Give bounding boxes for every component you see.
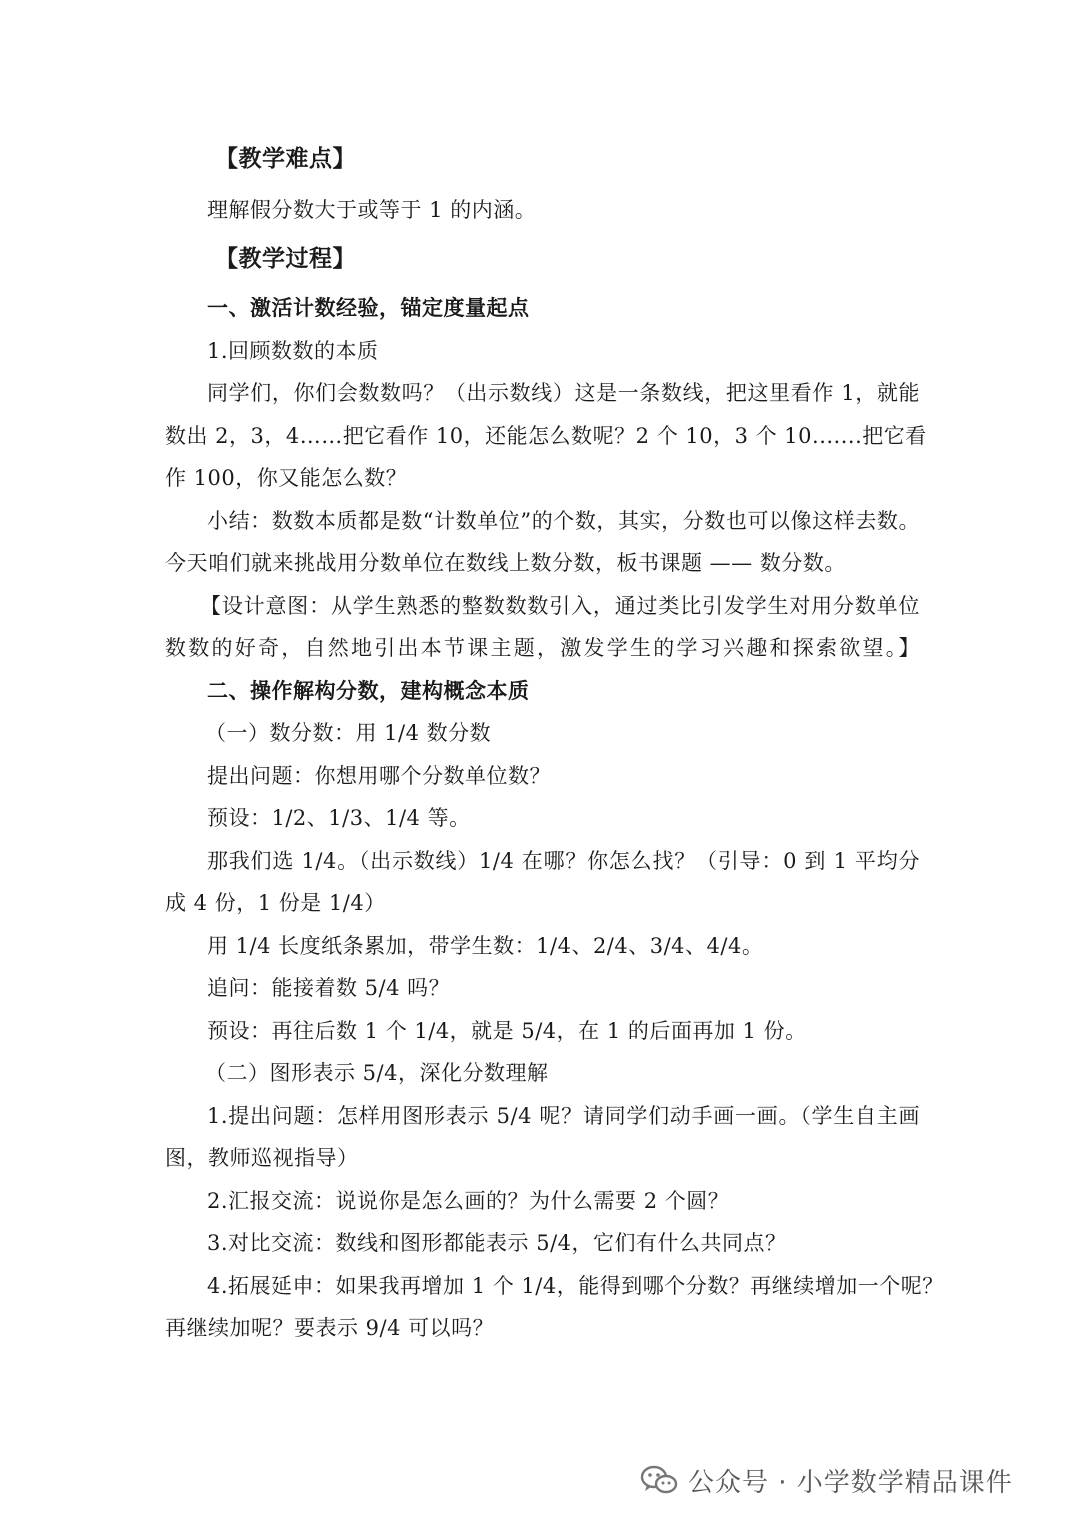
subheading: （二）图形表示 5/4，深化分数理解 bbox=[205, 1061, 549, 1085]
footer-text: 公众号 · 小学数学精品课件 bbox=[688, 1467, 1013, 1498]
subheading: （一）数分数：用 1/4 数分数 bbox=[205, 721, 492, 745]
heading-teaching-process: 【教学过程】 bbox=[215, 246, 356, 272]
paragraph-line: 图，教师巡视指导） bbox=[165, 1146, 359, 1170]
paragraph-line: 1.提出问题：怎样用图形表示 5/4 呢？请同学们动手画一画。（学生自主画 bbox=[207, 1104, 920, 1128]
paragraph-line: 作 100，你又能怎么数？ bbox=[165, 466, 408, 490]
section-heading-2: 二、操作解构分数，建构概念本质 bbox=[207, 679, 530, 703]
paragraph-line: 预设：再往后数 1 个 1/4，就是 5/4，在 1 的后面再加 1 份。 bbox=[207, 1019, 807, 1043]
summary-line: 今天咱们就来挑战用分数单位在数线上数分数，板书课题 —— 数分数。 bbox=[165, 551, 846, 575]
paragraph-line: 3.对比交流：数线和图形都能表示 5/4，它们有什么共同点？ bbox=[207, 1231, 787, 1255]
paragraph-line: 提出问题：你想用哪个分数单位数？ bbox=[207, 764, 551, 788]
heading-teaching-difficulty: 【教学难点】 bbox=[215, 146, 356, 172]
paragraph-line: 2.汇报交流：说说你是怎么画的？为什么需要 2 个圆？ bbox=[207, 1189, 730, 1213]
paragraph: 理解假分数大于或等于 1 的内涵。 bbox=[207, 198, 537, 222]
paragraph-line: 再继续加呢？要表示 9/4 可以吗？ bbox=[165, 1316, 495, 1340]
wechat-icon bbox=[640, 1464, 678, 1496]
paragraph-line: 预设：1/2、1/3、1/4 等。 bbox=[207, 806, 471, 830]
paragraph-line: 那我们选 1/4。（出示数线）1/4 在哪？你怎么找？（引导：0 到 1 平均分 bbox=[207, 849, 920, 873]
paragraph-line: 成 4 份，1 份是 1/4） bbox=[165, 891, 386, 915]
paragraph-line: 用 1/4 长度纸条累加，带学生数：1/4、2/4、3/4、4/4。 bbox=[207, 934, 764, 958]
design-intent-line: 数数的好奇，自然地引出本节课主题，激发学生的学习兴趣和探索欲望。】 bbox=[165, 636, 920, 660]
paragraph-line: 同学们，你们会数数吗？（出示数线）这是一条数线，把这里看作 1，就能 bbox=[207, 381, 920, 405]
watermark-footer bbox=[640, 1460, 1013, 1500]
paragraph-line: 追问：能接着数 5/4 吗？ bbox=[207, 976, 451, 1000]
summary-line: 小结：数数本质都是数“计数单位”的个数，其实，分数也可以像这样去数。 bbox=[207, 509, 920, 533]
section-heading-1: 一、激活计数经验，锚定度量起点 bbox=[207, 296, 530, 320]
paragraph-line: 数出 2，3，4……把它看作 10，还能怎么数呢？2 个 10，3 个 10.......把它看 bbox=[165, 424, 927, 448]
subheading: 1.回顾数数的本质 bbox=[207, 339, 379, 363]
design-intent-line: 【设计意图：从学生熟悉的整数数数引入，通过类比引发学生对用分数单位 bbox=[200, 594, 920, 618]
paragraph-line: 4.拓展延申：如果我再增加 1 个 1/4，能得到哪个分数？再继续增加一个呢？ bbox=[207, 1274, 944, 1298]
